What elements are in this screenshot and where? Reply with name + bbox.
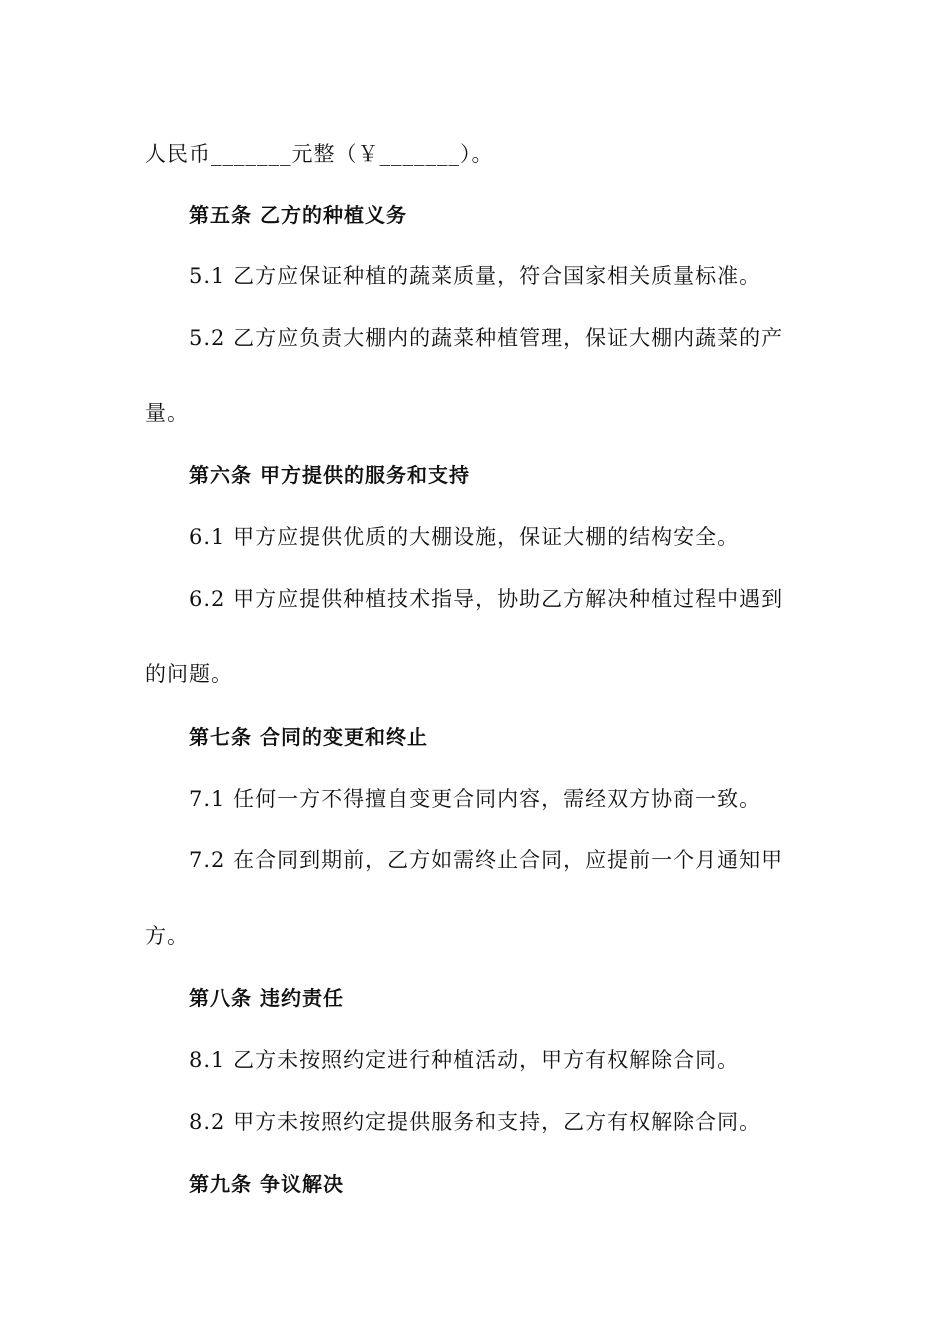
- clause-7-2: 7.2 在合同到期前，乙方如需终止合同，应提前一个月通知甲: [189, 848, 784, 872]
- clause-7-1: 7.1 任何一方不得擅自变更合同内容，需经双方协商一致。: [189, 787, 762, 811]
- clause-8-1: 8.1 乙方未按照约定进行种植活动，甲方有权解除合同。: [189, 1048, 740, 1072]
- article-9-heading: 第九条 争议解决: [189, 1172, 344, 1196]
- article-8-heading: 第八条 违约责任: [189, 986, 344, 1010]
- article-5-heading: 第五条 乙方的种植义务: [189, 203, 407, 227]
- clause-5-1: 5.1 乙方应保证种植的蔬菜质量，符合国家相关质量标准。: [189, 264, 762, 288]
- article-6-heading: 第六条 甲方提供的服务和支持: [189, 463, 470, 487]
- clause-5-2-continued: 量。: [145, 401, 189, 425]
- clause-6-1: 6.1 甲方应提供优质的大棚设施，保证大棚的结构安全。: [189, 525, 740, 549]
- clause-7-2-continued: 方。: [145, 924, 189, 948]
- clause-5-2: 5.2 乙方应负责大棚内的蔬菜种植管理，保证大棚内蔬菜的产: [189, 326, 784, 350]
- clause-6-2-continued: 的问题。: [145, 662, 233, 686]
- clause-6-2: 6.2 甲方应提供种植技术指导，协助乙方解决种植过程中遇到: [189, 587, 784, 611]
- article-7-heading: 第七条 合同的变更和终止: [189, 725, 428, 749]
- clause-8-2: 8.2 甲方未按照约定提供服务和支持，乙方有权解除合同。: [189, 1110, 762, 1134]
- payment-amount-line: 人民币_______元整（￥_______）。: [145, 142, 494, 166]
